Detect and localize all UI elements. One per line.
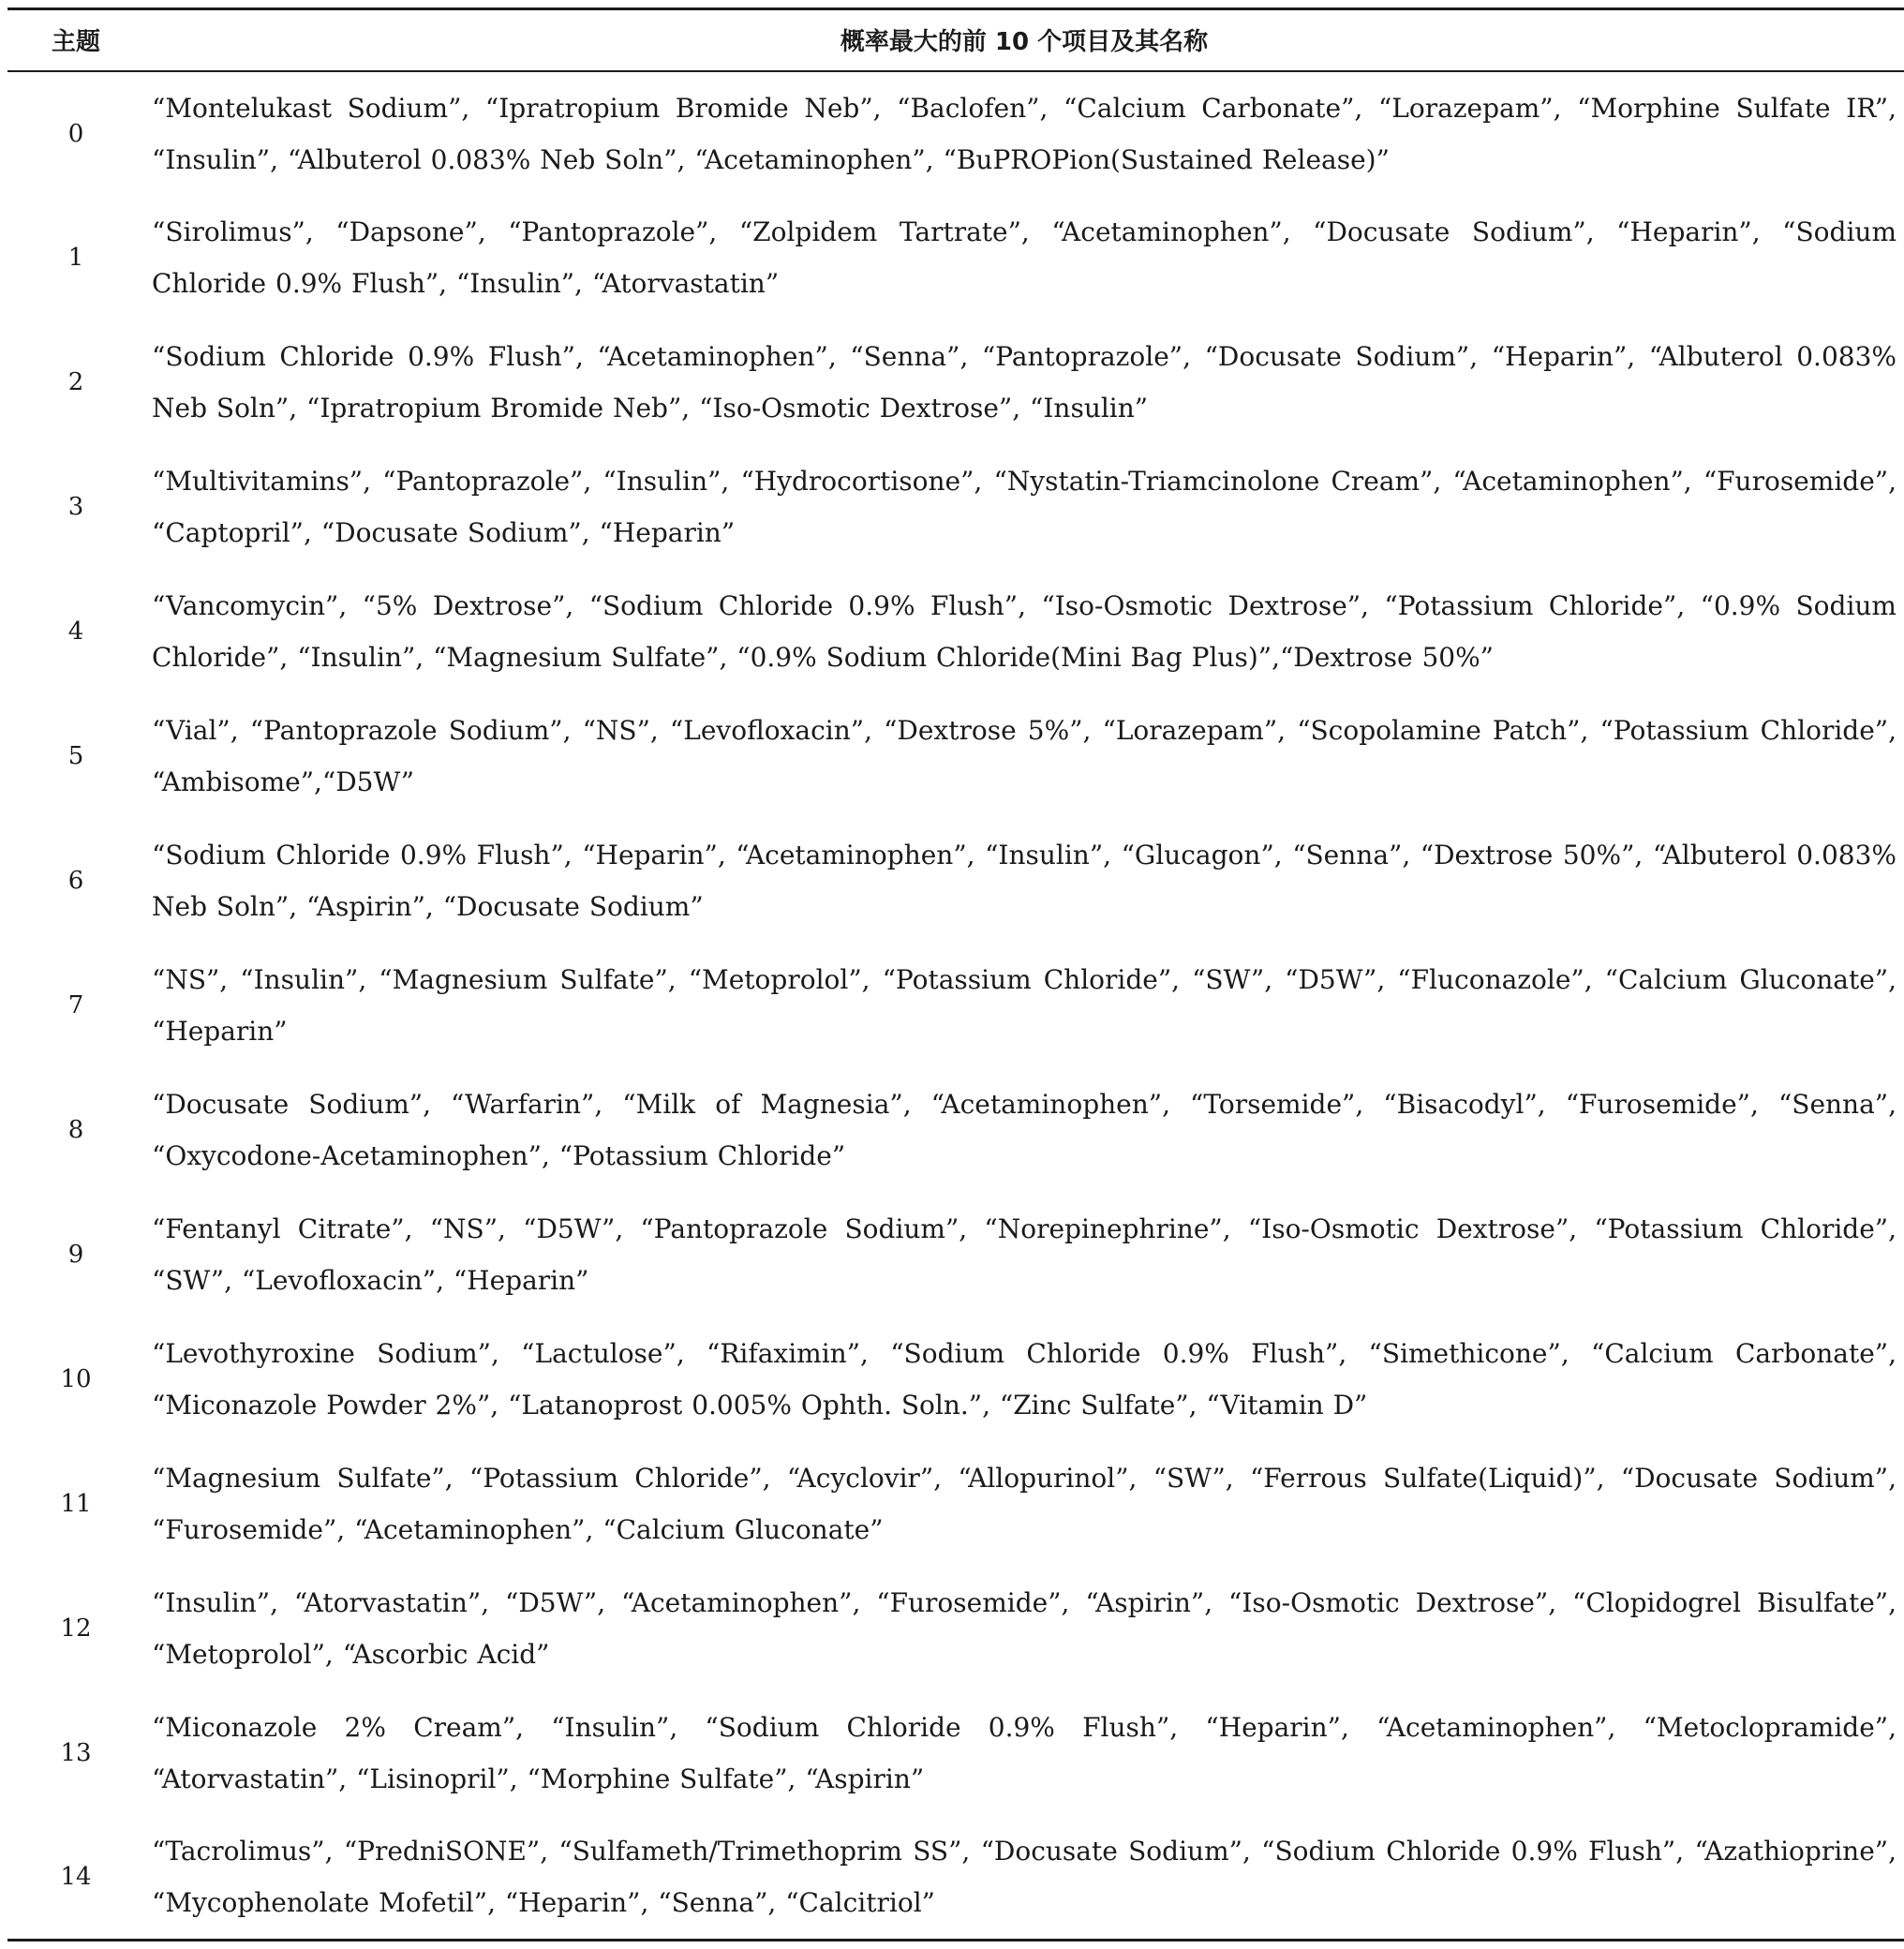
topic-items: “Docusate Sodium”, “Warfarin”, “Milk of Magnesia”, “Acetaminophen”, “Torsemide”, “Bisacodyl”, “Furosemide”, “Senna”, “Oxycodone-Acetaminophen”, “Potassium Chloride”: [152, 1089, 1897, 1171]
table-row: [7, 1317, 1904, 1442]
topic-id: 5: [67, 742, 84, 770]
topic-id: 9: [67, 1241, 84, 1269]
header-items: 概率最大的前 10 个项目及其名称: [144, 9, 1904, 71]
topic-items: “Vancomycin”, “5% Dextrose”, “Sodium Chloride 0.9% Flush”, “Iso-Osmotic Dextrose”, “Potassium Chloride”, “0.9% Sodium Chloride”, “Insulin”, “Magnesium Sulfate”, “0.9% Sodium Chloride(Mini Bag Plus)”,“Dextrose 50%”: [152, 590, 1897, 673]
topic-items: “Fentanyl Citrate”, “NS”, “D5W”, “Pantoprazole Sodium”, “Norepinephrine”, “Iso-Osmotic Dextrose”, “Potassium Chloride”, “SW”, “Levofloxacin”, “Heparin”: [152, 1213, 1897, 1296]
topic-items: “Tacrolimus”, “PredniSONE”, “Sulfameth/Trimethoprim SS”, “Docusate Sodium”, “Sodium Chloride 0.9% Flush”, “Azathioprine”, “Mycophenolate Mofetil”, “Heparin”, “Senna”, “Calcitriol”: [144, 1816, 1904, 1941]
topic-table: [7, 7, 1904, 1942]
topic-id: 1: [67, 244, 84, 272]
topic-items: “Sodium Chloride 0.9% Flush”, “Acetaminophen”, “Senna”, “Pantoprazole”, “Docusate Sodium”, “Heparin”, “Albuterol 0.083% Neb Soln”, “Ipratropium Bromide Neb”, “Iso-Osmotic Dextrose”, “Insulin”: [152, 341, 1897, 424]
table-row: [7, 320, 1904, 445]
topic-id: 4: [67, 617, 84, 646]
topic-id: 2: [67, 368, 84, 396]
topic-id: 10: [60, 1365, 92, 1393]
topic-id: 14: [7, 1816, 144, 1941]
topic-items: “Sodium Chloride 0.9% Flush”, “Heparin”, “Acetaminophen”, “Insulin”, “Glucagon”, “Senna”, “Dextrose 50%”, “Albuterol 0.083% Neb Soln”, “Aspirin”, “Docusate Sodium”: [152, 840, 1897, 922]
table-row: [7, 1816, 1904, 1941]
table-row: [7, 1442, 1904, 1567]
topic-items: “Montelukast Sodium”, “Ipratropium Bromide Neb”, “Baclofen”, “Calcium Carbonate”, “Lorazepam”, “Morphine Sulfate IR”, “Insulin”, “Albuterol 0.083% Neb Soln”, “Acetaminophen”, “BuPROPion(Sustained Release)”: [152, 92, 1897, 175]
topic-items: “Levothyroxine Sodium”, “Lactulose”, “Rifaximin”, “Sodium Chloride 0.9% Flush”, “Simethicone”, “Calcium Carbonate”, “Miconazole Powder 2%”, “Latanoprost 0.005% Ophth. Soln.”, “Zinc Sulfate”, “Vitamin D”: [152, 1338, 1897, 1421]
topic-id: 0: [67, 119, 84, 148]
table-row: [7, 944, 1904, 1068]
topic-id: 12: [60, 1614, 92, 1643]
topic-table-container: [7, 7, 1904, 1942]
table-row: [7, 1691, 1904, 1816]
topic-items: “NS”, “Insulin”, “Magnesium Sulfate”, “Metoprolol”, “Potassium Chloride”, “SW”, “D5W”, “Fluconazole”, “Calcium Gluconate”, “Heparin”: [152, 964, 1897, 1047]
topic-id: 3: [67, 493, 84, 521]
topic-items: “Miconazole 2% Cream”, “Insulin”, “Sodium Chloride 0.9% Flush”, “Heparin”, “Acetaminophen”, “Metoclopramide”, “Atorvastatin”, “Lisinopril”, “Morphine Sulfate”, “Aspirin”: [152, 1712, 1897, 1794]
topic-id: 7: [67, 991, 84, 1019]
topic-items: “Magnesium Sulfate”, “Potassium Chloride”, “Acyclovir”, “Allopurinol”, “SW”, “Ferrous Sulfate(Liquid)”, “Docusate Sodium”, “Furosemide”, “Acetaminophen”, “Calcium Gluconate”: [152, 1463, 1897, 1545]
topic-id: 13: [60, 1739, 92, 1767]
topic-items: “Vial”, “Pantoprazole Sodium”, “NS”, “Levofloxacin”, “Dextrose 5%”, “Lorazepam”, “Scopolamine Patch”, “Potassium Chloride”, “Ambisome”,“D5W”: [152, 715, 1897, 797]
table-row: [7, 570, 1904, 694]
topic-items: “Sirolimus”, “Dapsone”, “Pantoprazole”, “Zolpidem Tartrate”, “Acetaminophen”, “Docusate Sodium”, “Heparin”, “Sodium Chloride 0.9% Flush”, “Insulin”, “Atorvastatin”: [152, 216, 1897, 299]
topic-id: 8: [67, 1116, 84, 1144]
table-row: [7, 445, 1904, 570]
table-row: [7, 1068, 1904, 1193]
table-row: [7, 819, 1904, 944]
table-header-row: [7, 9, 1904, 71]
table-row: [7, 71, 1904, 196]
topic-items: “Multivitamins”, “Pantoprazole”, “Insulin”, “Hydrocortisone”, “Nystatin-Triamcinolone Cream”, “Acetaminophen”, “Furosemide”, “Captopril”, “Docusate Sodium”, “Heparin”: [152, 466, 1897, 548]
topic-id: 6: [67, 867, 84, 895]
table-row: [7, 1193, 1904, 1317]
topic-id: 11: [60, 1490, 92, 1518]
table-row: [7, 1567, 1904, 1691]
table-row: [7, 694, 1904, 819]
table-row: [7, 196, 1904, 320]
topic-items: “Insulin”, “Atorvastatin”, “D5W”, “Acetaminophen”, “Furosemide”, “Aspirin”, “Iso-Osmotic Dextrose”, “Clopidogrel Bisulfate”, “Metoprolol”, “Ascorbic Acid”: [152, 1587, 1897, 1670]
header-topic: 主题: [7, 9, 144, 71]
